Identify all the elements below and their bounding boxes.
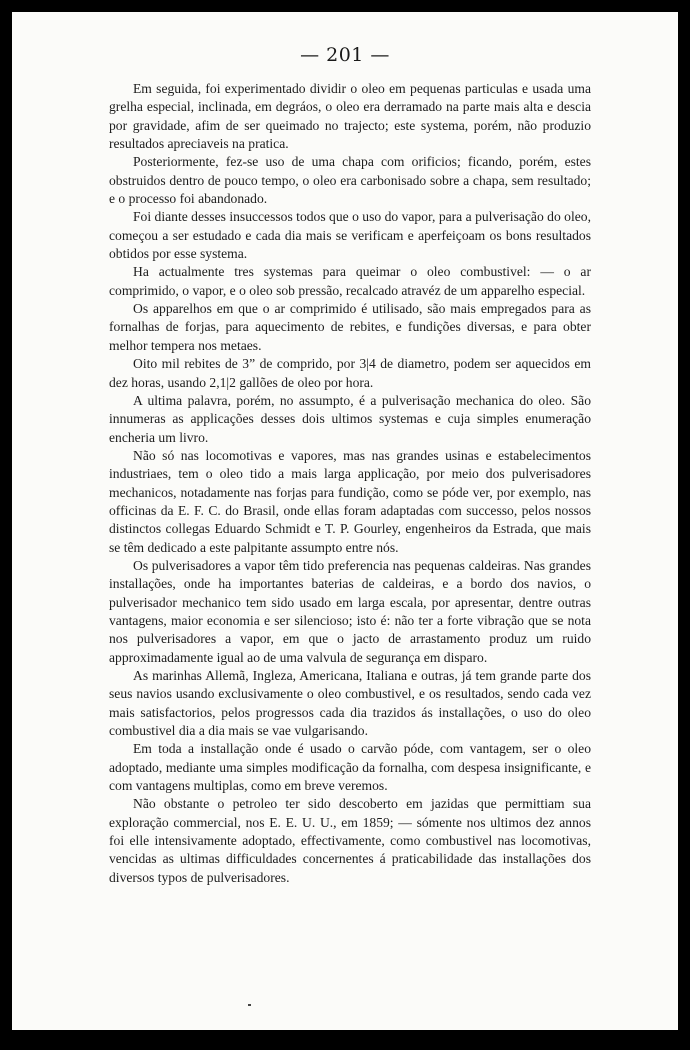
paragraph: Os apparelhos em que o ar comprimido é utilisado, são mais empregados para as fornalhas de forjas, para aquecimento de rebites, e fundições diversas, e para obter melhor tempera nos metaes.	[109, 301, 591, 353]
paragraph: Não só nas locomotivas e vapores, mas nas grandes usinas e estabelecimentos industriaes, tem o oleo tido a mais larga applicação, por meio dos pulverisadores mechanicos, notadamente nas forjas para fundição, como se póde ver, por exemplo, nas officinas da E. F. C. do Brasil, onde ellas foram adaptadas com successo, pelos nossos distinctos collegas Eduardo Schmidt e T. P. Gourley, engenheiros da Estrada, que mais se têm dedicado a este palpitante assumpto entre nós.	[109, 447, 591, 555]
paragraph: Ha actualmente tres systemas para queimar o oleo combustivel: — o ar comprimido, o vapor, e o oleo sob pressão, recalcado atravéz de um apparelho especial.	[109, 264, 591, 298]
page-number: — 201 —	[300, 44, 390, 66]
paragraph: Foi diante desses insuccessos todos que o uso do vapor, para a pulverisação do oleo, começou a ser estudado e cada dia mais se verificam e aperfeiçoam os bons resultados obtidos por esse systema.	[109, 209, 591, 262]
paragraph: A ultima palavra, porém, no assumpto, é a pulverisação mechanica do oleo. São innumeras as applicações desses dois ultimos systemas e cuja simples enumeração encheria um livro.	[109, 392, 591, 445]
paragraph: Em seguida, foi experimentado dividir o oleo em pequenas particulas e usada uma grelha especial, inclinada, em degráos, o oleo era derramado na parte mais alta e descia por gravidade, afim de ser queimado no trajecto; este systema, porém, não produzio resultados apreciaveis na pratica.	[109, 81, 591, 152]
paragraph: Em toda a installação onde é usado o carvão póde, com vantagem, ser o oleo adoptado, mediante uma simples modificação da fornalha, com despesa insignificante, e com vantagens multiplas, como em breve veremos.	[109, 741, 591, 794]
body-text	[109, 80, 591, 887]
paragraph: Os pulverisadores a vapor têm tido preferencia nas pequenas caldeiras. Nas grandes installações, onde ha importantes baterias de caldeiras, e a bordo dos navios, o pulverisador mechanico tem sido usado em larga escala, por apresentar, dentre outras vantagens, maior economia e ser silencioso; isto é: não ter a forte vibração que se nota nos pulverisadores a vapor, em que o jacto de arrastamento produz um ruido approximadamente igual ao de uma valvula de segurança em disparo.	[109, 557, 591, 665]
document-page	[12, 12, 678, 1030]
paragraph: Oito mil rebites de 3” de comprido, por 3|4 de diametro, podem ser aquecidos em dez horas, usando 2,1|2 gallões de oleo por hora.	[109, 356, 591, 390]
paragraph: Posteriormente, fez-se uso de uma chapa com orificios; ficando, porém, estes obstruidos dentro de pouco tempo, o oleo era carbonisado sobre a chapa, sem resultado; e o processo foi abandonado.	[109, 154, 591, 207]
paragraph: Não obstante o petroleo ter sido descoberto em jazidas que permittiam sua exploração commercial, nos E. E. U. U., em 1859; — sómente nos ultimos dez annos foi elle intensivamente adoptado, effectivamente, como combustivel nas locomotivas, vencidas as ultimas difficuldades concernentes á praticabilidade das installações dos diversos typos de pulverisadores.	[109, 796, 591, 885]
paragraph: As marinhas Allemã, Ingleza, Americana, Italiana e outras, já tem grande parte dos seus navios usando exclusivamente o oleo combustivel, e os resultados, sendo cada vez mais satisfactorios, pelos progressos cada dia trazidos ás installações, o uso do oleo combustivel dia a dia mais se vae vulgarisando.	[109, 668, 591, 739]
ink-speck	[248, 1004, 251, 1006]
